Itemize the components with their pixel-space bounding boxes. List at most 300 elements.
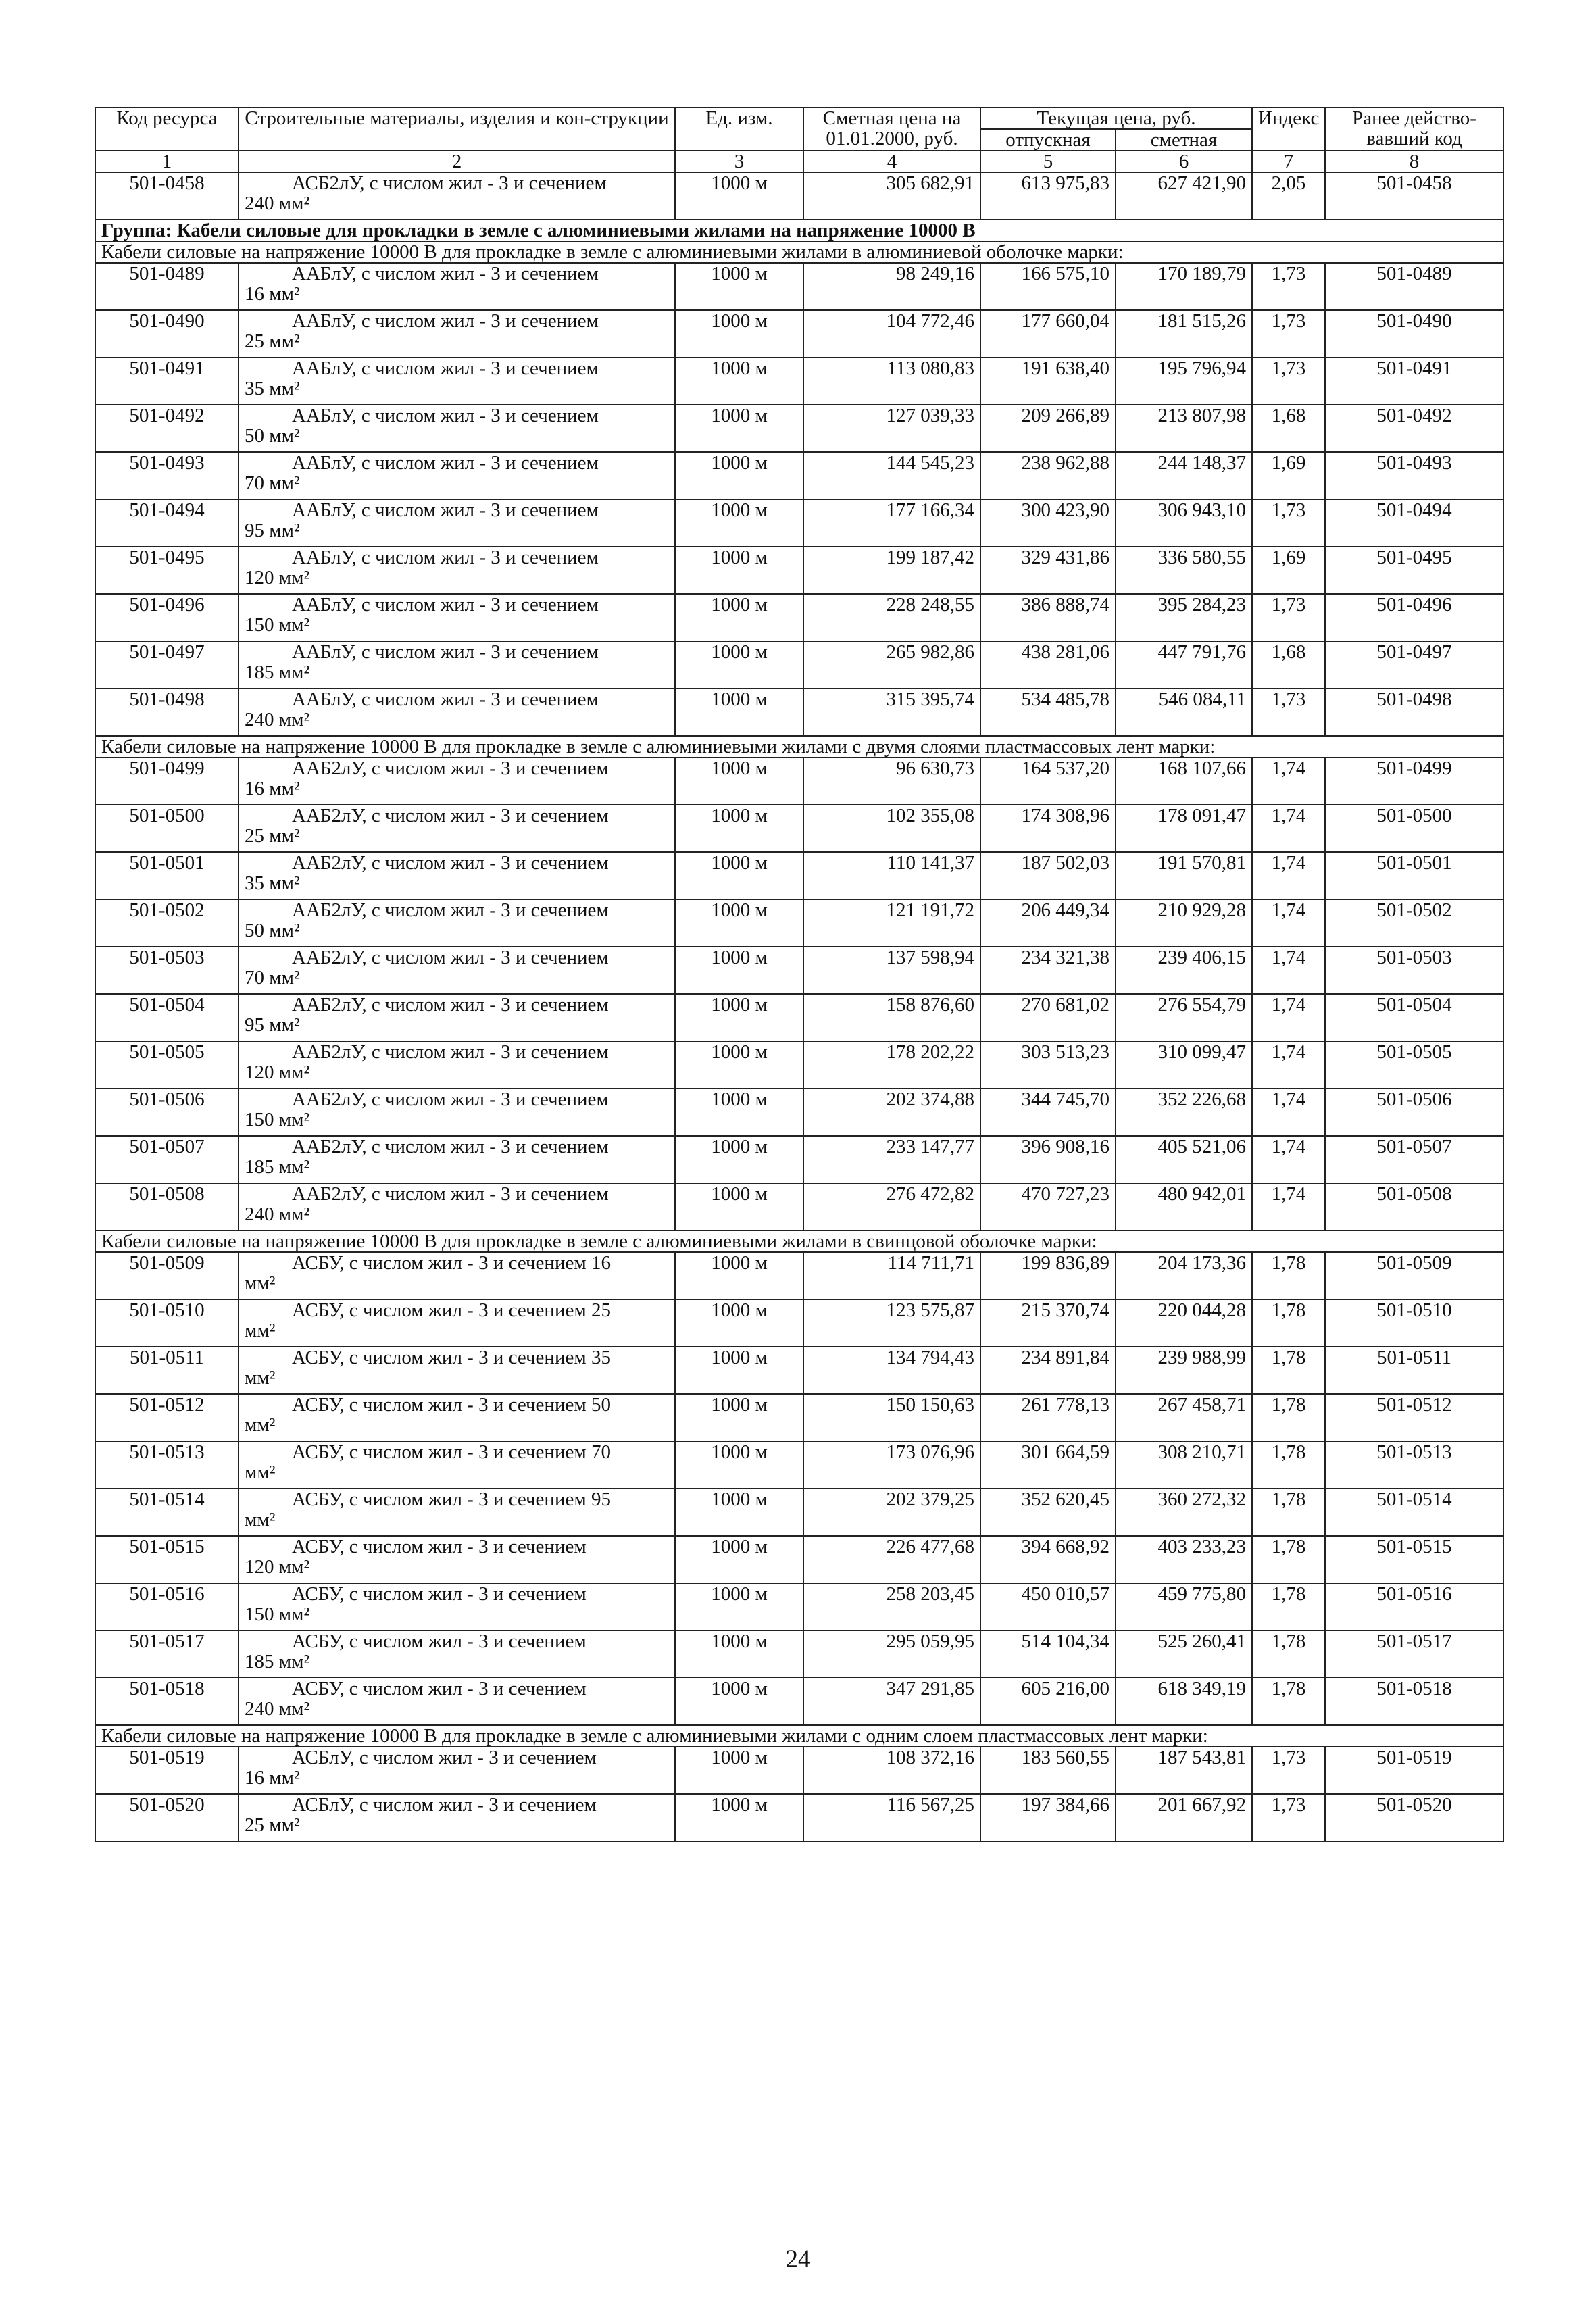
material-name-line1: АСБУ, с числом жил - 3 и сечением 25 <box>292 1299 611 1321</box>
material-name-line2: 120 мм² <box>245 567 310 589</box>
release-price: 234 321,38 <box>980 947 1116 994</box>
material-name-line1: ААБ2лУ, с числом жил - 3 и сечением <box>292 852 609 874</box>
base-price: 121 191,72 <box>803 899 980 947</box>
table-row <box>95 1252 1503 1299</box>
price-index: 1,78 <box>1252 1489 1325 1536</box>
release-price: 386 888,74 <box>980 594 1116 641</box>
base-price: 202 379,25 <box>803 1489 980 1536</box>
material-name-line2: мм² <box>245 1462 276 1483</box>
material-name <box>239 641 675 689</box>
previous-code: 501-0518 <box>1325 1678 1503 1725</box>
base-price: 108 372,16 <box>803 1747 980 1794</box>
resource-code: 501-0513 <box>95 1441 239 1489</box>
material-name-line1: ААБ2лУ, с числом жил - 3 и сечением <box>292 1136 609 1158</box>
base-price: 104 772,46 <box>803 310 980 357</box>
material-name-line1: ААБ2лУ, с числом жил - 3 и сечением <box>292 899 609 921</box>
table-row <box>95 1183 1503 1230</box>
estimate-price: 204 173,36 <box>1116 1252 1252 1299</box>
previous-code: 501-0490 <box>1325 310 1503 357</box>
material-name <box>239 757 675 805</box>
price-index: 1,73 <box>1252 1747 1325 1794</box>
price-index: 1,69 <box>1252 452 1325 499</box>
estimate-price: 267 458,71 <box>1116 1394 1252 1441</box>
header-estimate-price: сметная <box>1116 129 1252 151</box>
resource-code: 501-0507 <box>95 1136 239 1183</box>
resource-code: 501-0505 <box>95 1041 239 1089</box>
estimate-price: 220 044,28 <box>1116 1299 1252 1347</box>
estimate-price: 276 554,79 <box>1116 994 1252 1041</box>
table-row <box>95 263 1503 310</box>
material-name <box>239 689 675 736</box>
column-number: 7 <box>1252 151 1325 172</box>
material-name-line2: 240 мм² <box>245 193 310 214</box>
estimate-price: 618 349,19 <box>1116 1678 1252 1725</box>
material-name-line2: 25 мм² <box>245 1814 300 1836</box>
material-name-line1: АСБУ, с числом жил - 3 и сечением 95 <box>292 1489 611 1510</box>
table-row <box>95 1089 1503 1136</box>
material-name-line2: 150 мм² <box>245 614 310 636</box>
estimate-price: 213 807,98 <box>1116 405 1252 452</box>
header-index: Индекс <box>1252 107 1325 151</box>
resource-code: 501-0500 <box>95 805 239 852</box>
price-index: 1,78 <box>1252 1252 1325 1299</box>
table-row <box>95 1678 1503 1725</box>
material-name-line2: 25 мм² <box>245 330 300 352</box>
release-price: 174 308,96 <box>980 805 1116 852</box>
base-price: 173 076,96 <box>803 1441 980 1489</box>
release-price: 534 485,78 <box>980 689 1116 736</box>
material-name-line1: ААБлУ, с числом жил - 3 и сечением <box>292 547 599 568</box>
price-index: 1,78 <box>1252 1583 1325 1631</box>
previous-code: 501-0499 <box>1325 757 1503 805</box>
price-index: 1,74 <box>1252 805 1325 852</box>
release-price: 300 423,90 <box>980 499 1116 547</box>
estimate-price: 352 226,68 <box>1116 1089 1252 1136</box>
estimate-price: 336 580,55 <box>1116 547 1252 594</box>
material-name <box>239 1747 675 1794</box>
header-base-price: Сметная цена на 01.01.2000, руб. <box>803 107 980 151</box>
material-name-line1: ААБлУ, с числом жил - 3 и сечением <box>292 689 599 710</box>
material-name-line2: 150 мм² <box>245 1109 310 1130</box>
estimate-price: 178 091,47 <box>1116 805 1252 852</box>
material-name-line1: АСБУ, с числом жил - 3 и сечением 50 <box>292 1394 611 1416</box>
resource-code: 501-0508 <box>95 1183 239 1230</box>
previous-code: 501-0502 <box>1325 899 1503 947</box>
table-row <box>95 1794 1503 1841</box>
estimate-price: 210 929,28 <box>1116 899 1252 947</box>
material-name <box>239 1183 675 1230</box>
material-name-line2: мм² <box>245 1320 276 1341</box>
material-name-line2: 50 мм² <box>245 920 300 941</box>
table-row <box>95 1394 1503 1441</box>
previous-code: 501-0509 <box>1325 1252 1503 1299</box>
resource-code: 501-0517 <box>95 1631 239 1678</box>
base-price: 113 080,83 <box>803 357 980 405</box>
unit: 1000 м <box>675 263 803 310</box>
table-row <box>95 310 1503 357</box>
material-name-line2: мм² <box>245 1414 276 1436</box>
previous-code: 501-0489 <box>1325 263 1503 310</box>
previous-code: 501-0519 <box>1325 1747 1503 1794</box>
estimate-price: 308 210,71 <box>1116 1441 1252 1489</box>
material-name-line1: ААБ2лУ, с числом жил - 3 и сечением <box>292 805 609 826</box>
group-title: Группа: Кабели силовые для прокладки в земле с алюминиевыми жилами на напряжение 10000 В <box>95 220 1503 241</box>
previous-code: 501-0505 <box>1325 1041 1503 1089</box>
base-price: 110 141,37 <box>803 852 980 899</box>
estimate-price: 310 099,47 <box>1116 1041 1252 1089</box>
previous-code: 501-0491 <box>1325 357 1503 405</box>
resource-code: 501-0493 <box>95 452 239 499</box>
unit: 1000 м <box>675 1041 803 1089</box>
release-price: 164 537,20 <box>980 757 1116 805</box>
material-name-line2: 185 мм² <box>245 1651 310 1672</box>
material-name <box>239 1136 675 1183</box>
price-index: 1,78 <box>1252 1441 1325 1489</box>
base-price: 102 355,08 <box>803 805 980 852</box>
table-row <box>95 405 1503 452</box>
resource-code: 501-0509 <box>95 1252 239 1299</box>
table-row <box>95 1583 1503 1631</box>
release-price: 303 513,23 <box>980 1041 1116 1089</box>
unit: 1000 м <box>675 1183 803 1230</box>
estimate-price: 405 521,06 <box>1116 1136 1252 1183</box>
release-price: 613 975,83 <box>980 172 1116 220</box>
material-name <box>239 1089 675 1136</box>
base-price: 199 187,42 <box>803 547 980 594</box>
material-name <box>239 852 675 899</box>
previous-code: 501-0498 <box>1325 689 1503 736</box>
material-name-line2: 16 мм² <box>245 778 300 799</box>
material-name-line1: ААБлУ, с числом жил - 3 и сечением <box>292 594 599 616</box>
unit: 1000 м <box>675 641 803 689</box>
table-row <box>95 947 1503 994</box>
resource-code: 501-0494 <box>95 499 239 547</box>
material-name-line2: 35 мм² <box>245 872 300 894</box>
unit: 1000 м <box>675 1252 803 1299</box>
unit: 1000 м <box>675 547 803 594</box>
table-row <box>95 805 1503 852</box>
release-price: 206 449,34 <box>980 899 1116 947</box>
material-name-line1: ААБ2лУ, с числом жил - 3 и сечением <box>292 1089 609 1110</box>
previous-code: 501-0503 <box>1325 947 1503 994</box>
price-index: 1,73 <box>1252 263 1325 310</box>
price-index: 1,74 <box>1252 757 1325 805</box>
resource-code: 501-0511 <box>95 1347 239 1394</box>
price-index: 1,74 <box>1252 899 1325 947</box>
table-row <box>95 1747 1503 1794</box>
estimate-price: 168 107,66 <box>1116 757 1252 805</box>
column-number: 3 <box>675 151 803 172</box>
table-row <box>95 452 1503 499</box>
release-price: 183 560,55 <box>980 1747 1116 1794</box>
table-row <box>95 1299 1503 1347</box>
release-price: 329 431,86 <box>980 547 1116 594</box>
base-price: 150 150,63 <box>803 1394 980 1441</box>
table-row <box>95 594 1503 641</box>
material-name <box>239 172 675 220</box>
column-number: 1 <box>95 151 239 172</box>
release-price: 177 660,04 <box>980 310 1116 357</box>
material-name <box>239 947 675 994</box>
release-price: 199 836,89 <box>980 1252 1116 1299</box>
price-index: 1,74 <box>1252 994 1325 1041</box>
previous-code: 501-0494 <box>1325 499 1503 547</box>
material-name <box>239 594 675 641</box>
material-name-line2: 120 мм² <box>245 1556 310 1578</box>
table-row <box>95 1347 1503 1394</box>
material-name-line1: ААБлУ, с числом жил - 3 и сечением <box>292 405 599 426</box>
estimate-price: 306 943,10 <box>1116 499 1252 547</box>
base-price: 98 249,16 <box>803 263 980 310</box>
unit: 1000 м <box>675 1299 803 1347</box>
release-price: 191 638,40 <box>980 357 1116 405</box>
unit: 1000 м <box>675 1441 803 1489</box>
previous-code: 501-0507 <box>1325 1136 1503 1183</box>
unit: 1000 м <box>675 1678 803 1725</box>
table-row <box>95 994 1503 1041</box>
material-name <box>239 1536 675 1583</box>
unit: 1000 м <box>675 899 803 947</box>
material-name-line1: ААБ2лУ, с числом жил - 3 и сечением <box>292 757 609 779</box>
unit: 1000 м <box>675 452 803 499</box>
resource-code: 501-0504 <box>95 994 239 1041</box>
unit: 1000 м <box>675 172 803 220</box>
previous-code: 501-0520 <box>1325 1794 1503 1841</box>
material-name-line1: ААБ2лУ, с числом жил - 3 и сечением <box>292 1183 609 1205</box>
unit: 1000 м <box>675 1536 803 1583</box>
base-price: 144 545,23 <box>803 452 980 499</box>
subgroup-row <box>95 736 1503 757</box>
base-price: 276 472,82 <box>803 1183 980 1230</box>
price-index: 1,74 <box>1252 1041 1325 1089</box>
estimate-price: 546 084,11 <box>1116 689 1252 736</box>
previous-code: 501-0497 <box>1325 641 1503 689</box>
price-table <box>95 107 1504 1842</box>
price-index: 1,78 <box>1252 1536 1325 1583</box>
base-price: 178 202,22 <box>803 1041 980 1089</box>
resource-code: 501-0492 <box>95 405 239 452</box>
resource-code: 501-0512 <box>95 1394 239 1441</box>
unit: 1000 м <box>675 1794 803 1841</box>
subgroup-row <box>95 1725 1503 1747</box>
material-name <box>239 1252 675 1299</box>
unit: 1000 м <box>675 594 803 641</box>
previous-code: 501-0511 <box>1325 1347 1503 1394</box>
table-row <box>95 641 1503 689</box>
price-index: 1,74 <box>1252 1183 1325 1230</box>
base-price: 233 147,77 <box>803 1136 980 1183</box>
unit: 1000 м <box>675 689 803 736</box>
material-name-line2: мм² <box>245 1367 276 1389</box>
material-name <box>239 263 675 310</box>
base-price: 127 039,33 <box>803 405 980 452</box>
resource-code: 501-0495 <box>95 547 239 594</box>
release-price: 234 891,84 <box>980 1347 1116 1394</box>
material-name-line2: 240 мм² <box>245 1203 310 1225</box>
table-row <box>95 1489 1503 1536</box>
estimate-price: 403 233,23 <box>1116 1536 1252 1583</box>
table-row <box>95 1136 1503 1183</box>
material-name <box>239 452 675 499</box>
resource-code: 501-0491 <box>95 357 239 405</box>
table-row <box>95 1041 1503 1089</box>
table-row <box>95 172 1503 220</box>
base-price: 137 598,94 <box>803 947 980 994</box>
unit: 1000 м <box>675 994 803 1041</box>
release-price: 450 010,57 <box>980 1583 1116 1631</box>
release-price: 209 266,89 <box>980 405 1116 452</box>
release-price: 197 384,66 <box>980 1794 1116 1841</box>
release-price: 301 664,59 <box>980 1441 1116 1489</box>
estimate-price: 627 421,90 <box>1116 172 1252 220</box>
previous-code: 501-0514 <box>1325 1489 1503 1536</box>
previous-code: 501-0515 <box>1325 1536 1503 1583</box>
release-price: 166 575,10 <box>980 263 1116 310</box>
material-name-line1: АСБУ, с числом жил - 3 и сечением <box>292 1536 587 1558</box>
material-name <box>239 499 675 547</box>
previous-code: 501-0493 <box>1325 452 1503 499</box>
material-name-line1: ААБлУ, с числом жил - 3 и сечением <box>292 263 599 284</box>
unit: 1000 м <box>675 499 803 547</box>
release-price: 261 778,13 <box>980 1394 1116 1441</box>
base-price: 116 567,25 <box>803 1794 980 1841</box>
material-name <box>239 1041 675 1089</box>
previous-code: 501-0496 <box>1325 594 1503 641</box>
estimate-price: 459 775,80 <box>1116 1583 1252 1631</box>
estimate-price: 480 942,01 <box>1116 1183 1252 1230</box>
base-price: 315 395,74 <box>803 689 980 736</box>
base-price: 347 291,85 <box>803 1678 980 1725</box>
estimate-price: 239 988,99 <box>1116 1347 1252 1394</box>
material-name-line2: 16 мм² <box>245 283 300 305</box>
material-name-line1: ААБлУ, с числом жил - 3 и сечением <box>292 641 599 663</box>
material-name-line2: 120 мм² <box>245 1062 310 1083</box>
previous-code: 501-0513 <box>1325 1441 1503 1489</box>
header-current-price: Текущая цена, руб. <box>980 107 1252 129</box>
material-name-line2: 240 мм² <box>245 1698 310 1720</box>
page-number: 24 <box>785 2245 811 2273</box>
estimate-price: 360 272,32 <box>1116 1489 1252 1536</box>
previous-code: 501-0506 <box>1325 1089 1503 1136</box>
subgroup-title: Кабели силовые на напряжение 10000 В для прокладке в земле с алюминиевыми жилами в свинцовой оболочке марки: <box>95 1230 1503 1252</box>
material-name-line2: 16 мм² <box>245 1767 300 1789</box>
material-name <box>239 547 675 594</box>
table-row <box>95 1631 1503 1678</box>
price-index: 1,68 <box>1252 641 1325 689</box>
table-row <box>95 547 1503 594</box>
price-index: 1,78 <box>1252 1678 1325 1725</box>
estimate-price: 187 543,81 <box>1116 1747 1252 1794</box>
subgroup-title: Кабели силовые на напряжение 10000 В для прокладке в земле с алюминиевыми жилами с двумя слоями пластмассовых лент марки: <box>95 736 1503 757</box>
material-name <box>239 1631 675 1678</box>
material-name <box>239 310 675 357</box>
subgroup-title: Кабели силовые на напряжение 10000 В для прокладке в земле с алюминиевыми жилами в алюминиевой оболочке марки: <box>95 241 1503 263</box>
release-price: 344 745,70 <box>980 1089 1116 1136</box>
material-name <box>239 1394 675 1441</box>
header-unit: Ед. изм. <box>675 107 803 151</box>
price-index: 1,73 <box>1252 689 1325 736</box>
release-price: 238 962,88 <box>980 452 1116 499</box>
material-name <box>239 1678 675 1725</box>
resource-code: 501-0516 <box>95 1583 239 1631</box>
material-name <box>239 899 675 947</box>
unit: 1000 м <box>675 357 803 405</box>
price-index: 1,68 <box>1252 405 1325 452</box>
table-row <box>95 689 1503 736</box>
unit: 1000 м <box>675 1347 803 1394</box>
previous-code: 501-0500 <box>1325 805 1503 852</box>
column-number: 4 <box>803 151 980 172</box>
resource-code: 501-0502 <box>95 899 239 947</box>
previous-code: 501-0517 <box>1325 1631 1503 1678</box>
material-name <box>239 1794 675 1841</box>
material-name-line1: АСБУ, с числом жил - 3 и сечением <box>292 1583 587 1605</box>
material-name-line2: 95 мм² <box>245 1014 300 1036</box>
base-price: 134 794,43 <box>803 1347 980 1394</box>
table-row <box>95 899 1503 947</box>
base-price: 226 477,68 <box>803 1536 980 1583</box>
material-name-line1: АСБУ, с числом жил - 3 и сечением 35 <box>292 1347 611 1368</box>
price-index: 1,78 <box>1252 1299 1325 1347</box>
resource-code: 501-0514 <box>95 1489 239 1536</box>
resource-code: 501-0497 <box>95 641 239 689</box>
unit: 1000 м <box>675 805 803 852</box>
resource-code: 501-0501 <box>95 852 239 899</box>
resource-code: 501-0519 <box>95 1747 239 1794</box>
price-index: 1,74 <box>1252 1089 1325 1136</box>
table-row <box>95 499 1503 547</box>
release-price: 352 620,45 <box>980 1489 1116 1536</box>
material-name-line1: АСБлУ, с числом жил - 3 и сечением <box>292 1747 597 1768</box>
unit: 1000 м <box>675 1489 803 1536</box>
material-name-line1: АСБУ, с числом жил - 3 и сечением <box>292 1678 587 1699</box>
price-index: 1,69 <box>1252 547 1325 594</box>
table-row <box>95 1441 1503 1489</box>
price-table-page <box>95 107 1503 1842</box>
resource-code: 501-0506 <box>95 1089 239 1136</box>
previous-code: 501-0501 <box>1325 852 1503 899</box>
previous-code: 501-0510 <box>1325 1299 1503 1347</box>
unit: 1000 м <box>675 852 803 899</box>
material-name-line2: мм² <box>245 1509 276 1530</box>
material-name <box>239 994 675 1041</box>
material-name <box>239 1347 675 1394</box>
estimate-price: 395 284,23 <box>1116 594 1252 641</box>
material-name-line2: 185 мм² <box>245 1156 310 1178</box>
resource-code: 501-0518 <box>95 1678 239 1725</box>
material-name <box>239 1299 675 1347</box>
material-name-line1: АСБУ, с числом жил - 3 и сечением 16 <box>292 1252 611 1274</box>
estimate-price: 525 260,41 <box>1116 1631 1252 1678</box>
unit: 1000 м <box>675 1747 803 1794</box>
estimate-price: 244 148,37 <box>1116 452 1252 499</box>
material-name-line2: 35 мм² <box>245 378 300 399</box>
price-index: 1,73 <box>1252 499 1325 547</box>
material-name-line2: 95 мм² <box>245 520 300 541</box>
release-price: 187 502,03 <box>980 852 1116 899</box>
material-name-line2: 70 мм² <box>245 472 300 494</box>
estimate-price: 170 189,79 <box>1116 263 1252 310</box>
material-name-line1: ААБ2лУ, с числом жил - 3 и сечением <box>292 1041 609 1063</box>
resource-code: 501-0510 <box>95 1299 239 1347</box>
estimate-price: 201 667,92 <box>1116 1794 1252 1841</box>
price-index: 1,74 <box>1252 1136 1325 1183</box>
table-row <box>95 1536 1503 1583</box>
material-name <box>239 1583 675 1631</box>
release-price: 270 681,02 <box>980 994 1116 1041</box>
release-price: 438 281,06 <box>980 641 1116 689</box>
group-row <box>95 220 1503 241</box>
